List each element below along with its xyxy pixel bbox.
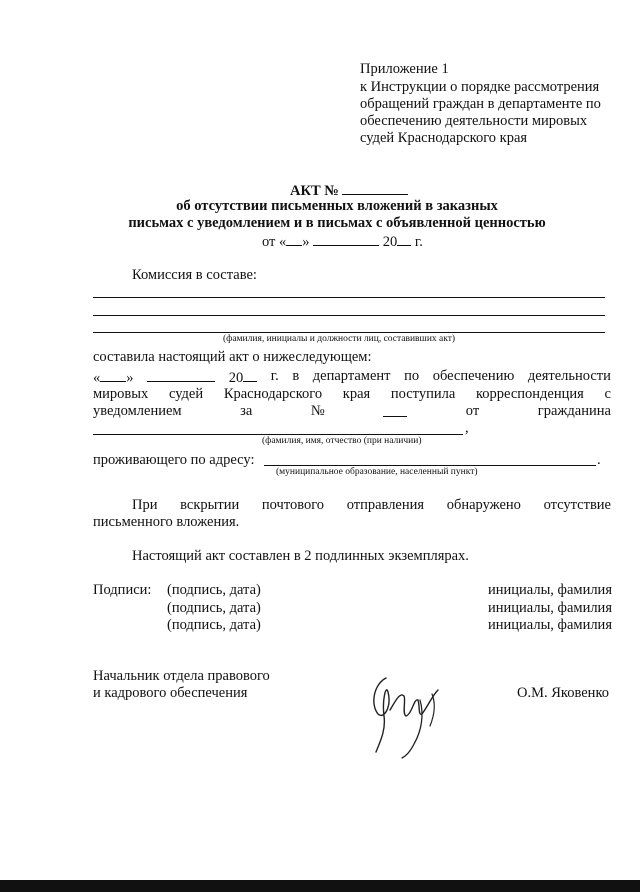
commission-label: Комиссия в составе: [132, 267, 257, 283]
appendix-line-3: обращений граждан в департаменте по [360, 96, 601, 112]
commission-line-3 [93, 332, 605, 333]
copies-statement: Настоящий акт составлен в 2 подлинных экземплярах. [132, 548, 469, 564]
chief-name: О.М. Яковенко [517, 685, 609, 701]
date-suffix: г. [414, 234, 423, 250]
signature-slot-1: (подпись, дата) [167, 582, 261, 598]
appendix-line-4: обеспечению деятельности мировых [360, 113, 588, 129]
signature-slot-3: (подпись, дата) [167, 617, 261, 633]
scan-bottom-edge [0, 880, 640, 892]
appendix-line-5: судей Краснодарского края [360, 130, 528, 146]
body-month-blank [147, 368, 215, 382]
title-date-line [262, 232, 423, 251]
act-number-blank [342, 181, 408, 195]
date-year-blank [397, 232, 411, 246]
body-row-3: уведомлением за № от гражданина [93, 403, 611, 419]
citizen-name-comma: , [465, 420, 469, 436]
appendix-line-2: к Инструкции о порядке рассмотрения [360, 79, 600, 95]
commission-line-1 [93, 297, 605, 298]
address-line [264, 465, 596, 466]
date-month-blank [313, 232, 379, 246]
opening-row-1: При вскрытии почтового отправления обнаружено отсутствие [132, 497, 611, 513]
signature-name-1: инициалы, фамилия [487, 582, 612, 598]
appendix-line-1: Приложение 1 [360, 61, 449, 77]
date-open-quote: от « [262, 234, 287, 250]
title-act-number-label: АКТ № [290, 183, 339, 199]
address-caption: (муниципальное образование, населенный пункт) [276, 467, 478, 477]
signature-name-2: инициалы, фамилия [487, 600, 612, 616]
body-number-blank [383, 403, 407, 417]
body-date-quotes: « » [93, 370, 134, 386]
title-line-3: письмах с уведомлением и в письмах с объявленной ценностью [128, 215, 546, 231]
body-day-blank [100, 368, 126, 382]
chief-title-line-1: Начальник отдела правового [93, 668, 270, 684]
body-row-2: мировых судей Краснодарского края поступила корреспонденция с [93, 386, 611, 402]
commission-line-2 [93, 315, 605, 316]
address-end: . [597, 452, 601, 468]
signatures-label: Подписи: [93, 582, 152, 598]
citizen-name-line [93, 434, 463, 435]
commission-caption: (фамилия, инициалы и должности лиц, составивших акт) [223, 334, 456, 344]
date-day-blank [286, 232, 302, 246]
chief-title-line-2: и кадрового обеспечения [93, 685, 248, 701]
signature-slot-2: (подпись, дата) [167, 600, 261, 616]
title-line-2: об отсутствии письменных вложений в заказных [176, 198, 498, 214]
address-label: проживающего по адресу: [93, 452, 255, 468]
body-year: 20 [229, 368, 258, 387]
opening-line-2: письменного вложения. [93, 514, 240, 530]
signature-name-3: инициалы, фамилия [487, 617, 612, 633]
handwritten-signature [362, 670, 454, 760]
body-intro: составила настоящий акт о нижеследующем: [93, 349, 372, 365]
date-close-quote: » [302, 234, 310, 250]
date-year-prefix: 20 [382, 234, 398, 250]
citizen-name-caption: (фамилия, имя, отчество (при наличии) [262, 436, 422, 446]
body-year-blank [243, 368, 257, 382]
body-row-1: « » 20 г. в департамент по обеспечению деятельности [93, 368, 611, 386]
